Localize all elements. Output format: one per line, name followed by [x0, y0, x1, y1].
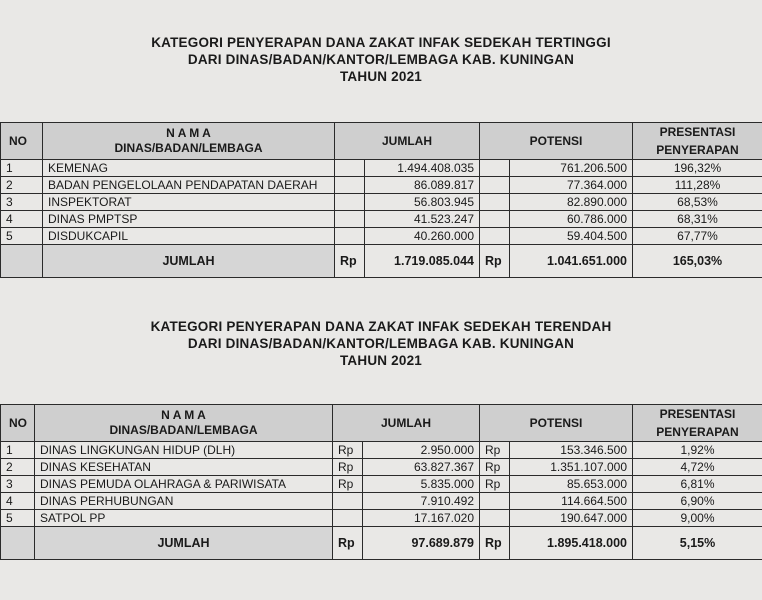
row-potensi-rp: Rp: [480, 476, 510, 493]
row-potensi: 85.653.000: [510, 476, 633, 493]
row-potensi: 153.346.500: [510, 442, 633, 459]
header-nama: [35, 405, 333, 442]
total-potensi: 1.895.418.000: [510, 527, 633, 560]
row-potensi-rp: Rp: [480, 459, 510, 476]
row-no: 4: [1, 211, 43, 228]
row-persen: 196,32%: [633, 160, 762, 177]
row-no: 5: [1, 228, 43, 245]
row-no: 1: [1, 442, 35, 459]
row-persen: 111,28%: [633, 177, 762, 194]
row-no: 2: [1, 459, 35, 476]
row-jumlah: 5.835.000: [363, 476, 480, 493]
row-jumlah-rp: [335, 194, 365, 211]
header-nama-line1: N A M A: [161, 408, 206, 422]
total-label: JUMLAH: [43, 245, 335, 278]
header-row: [1, 123, 762, 160]
row-persen: 67,77%: [633, 228, 762, 245]
row-potensi: 59.404.500: [510, 228, 633, 245]
header-nama-line2: DINAS/BADAN/LEMBAGA: [114, 141, 263, 155]
row-jumlah-rp: Rp: [333, 459, 363, 476]
row-nama: DISDUKCAPIL: [43, 228, 335, 245]
row-nama: BADAN PENGELOLAAN PENDAPATAN DAERAH: [43, 177, 335, 194]
total-row: [1, 245, 762, 278]
title-line: TAHUN 2021: [339, 69, 423, 84]
table-row: [1, 493, 762, 510]
title-line: KATEGORI PENYERAPAN DANA ZAKAT INFAK SEDEKAH TERTINGGI: [151, 35, 611, 50]
top-table-title: [0, 34, 762, 85]
row-nama: DINAS PEMUDA OLAHRAGA & PARIWISATA: [35, 476, 333, 493]
row-jumlah-rp: [333, 493, 363, 510]
header-nama: [43, 123, 335, 160]
row-jumlah-rp: [335, 160, 365, 177]
total-jumlah-rp: Rp: [335, 245, 365, 278]
header-presentasi-line2: PENYERAPAN: [656, 425, 739, 439]
total-no-cell: [1, 527, 35, 560]
row-jumlah: 17.167.020: [363, 510, 480, 527]
bottom-table-title: [0, 318, 762, 369]
total-potensi-rp: Rp: [480, 245, 510, 278]
header-presentasi-line1: PRESENTASI: [659, 407, 736, 421]
title-line: KATEGORI PENYERAPAN DANA ZAKAT INFAK SEDEKAH TERENDAH: [150, 319, 612, 334]
total-persen: 165,03%: [633, 245, 762, 278]
top-absorption-table: [0, 122, 762, 278]
total-persen: 5,15%: [633, 527, 762, 560]
row-persen: 9,00%: [633, 510, 762, 527]
total-potensi: 1.041.651.000: [510, 245, 633, 278]
header-nama-line2: DINAS/BADAN/LEMBAGA: [109, 423, 258, 437]
row-nama: SATPOL PP: [35, 510, 333, 527]
row-potensi-rp: [480, 211, 510, 228]
total-jumlah: 1.719.085.044: [365, 245, 480, 278]
row-persen: 4,72%: [633, 459, 762, 476]
row-jumlah: 63.827.367: [363, 459, 480, 476]
row-potensi: 77.364.000: [510, 177, 633, 194]
row-jumlah: 86.089.817: [365, 177, 480, 194]
table-row: [1, 442, 762, 459]
header-potensi: POTENSI: [480, 123, 633, 160]
table-row: [1, 211, 762, 228]
total-no-cell: [1, 245, 43, 278]
row-nama: INSPEKTORAT: [43, 194, 335, 211]
title-line: DARI DINAS/BADAN/KANTOR/LEMBAGA KAB. KUNINGAN: [187, 52, 575, 67]
title-line: DARI DINAS/BADAN/KANTOR/LEMBAGA KAB. KUNINGAN: [187, 336, 575, 351]
table-row: [1, 177, 762, 194]
row-nama: DINAS LINGKUNGAN HIDUP (DLH): [35, 442, 333, 459]
row-jumlah: 1.494.408.035: [365, 160, 480, 177]
row-jumlah: 56.803.945: [365, 194, 480, 211]
header-presentasi-line2: PENYERAPAN: [656, 143, 739, 157]
row-jumlah: 7.910.492: [363, 493, 480, 510]
row-jumlah-rp: Rp: [333, 442, 363, 459]
row-potensi-rp: [480, 194, 510, 211]
row-potensi-rp: [480, 177, 510, 194]
row-potensi: 82.890.000: [510, 194, 633, 211]
row-jumlah-rp: [335, 177, 365, 194]
row-jumlah-rp: [335, 211, 365, 228]
row-nama: DINAS PERHUBUNGAN: [35, 493, 333, 510]
row-potensi-rp: [480, 510, 510, 527]
row-nama: KEMENAG: [43, 160, 335, 177]
total-potensi-rp: Rp: [480, 527, 510, 560]
header-no: NO: [1, 123, 43, 160]
row-jumlah-rp: [335, 228, 365, 245]
row-persen: 68,31%: [633, 211, 762, 228]
table-row: [1, 160, 762, 177]
row-jumlah-rp: [333, 510, 363, 527]
row-persen: 68,53%: [633, 194, 762, 211]
table-row: [1, 194, 762, 211]
header-potensi: POTENSI: [480, 405, 633, 442]
row-no: 3: [1, 476, 35, 493]
row-jumlah: 40.260.000: [365, 228, 480, 245]
table-row: [1, 459, 762, 476]
total-jumlah: 97.689.879: [363, 527, 480, 560]
row-nama: DINAS PMPTSP: [43, 211, 335, 228]
row-potensi-rp: [480, 228, 510, 245]
row-potensi: 190.647.000: [510, 510, 633, 527]
row-potensi: 114.664.500: [510, 493, 633, 510]
row-no: 1: [1, 160, 43, 177]
row-potensi: 60.786.000: [510, 211, 633, 228]
header-jumlah: JUMLAH: [333, 405, 480, 442]
row-jumlah: 2.950.000: [363, 442, 480, 459]
header-jumlah: JUMLAH: [335, 123, 480, 160]
row-potensi-rp: Rp: [480, 442, 510, 459]
header-presentasi: [633, 123, 762, 160]
header-presentasi-line1: PRESENTASI: [659, 125, 736, 139]
header-row: [1, 405, 762, 442]
row-persen: 6,90%: [633, 493, 762, 510]
row-jumlah-rp: Rp: [333, 476, 363, 493]
row-no: 3: [1, 194, 43, 211]
header-nama-line1: N A M A: [166, 126, 211, 140]
row-potensi: 761.206.500: [510, 160, 633, 177]
table-row: [1, 510, 762, 527]
total-jumlah-rp: Rp: [333, 527, 363, 560]
row-no: 5: [1, 510, 35, 527]
table-row: [1, 476, 762, 493]
row-persen: 6,81%: [633, 476, 762, 493]
total-label: JUMLAH: [35, 527, 333, 560]
table-row: [1, 228, 762, 245]
row-jumlah: 41.523.247: [365, 211, 480, 228]
row-persen: 1,92%: [633, 442, 762, 459]
row-no: 2: [1, 177, 43, 194]
title-line: TAHUN 2021: [339, 353, 423, 368]
row-potensi: 1.351.107.000: [510, 459, 633, 476]
total-row: [1, 527, 762, 560]
row-potensi-rp: [480, 160, 510, 177]
bottom-absorption-table: [0, 404, 762, 560]
header-presentasi: [633, 405, 762, 442]
row-potensi-rp: [480, 493, 510, 510]
row-no: 4: [1, 493, 35, 510]
row-nama: DINAS KESEHATAN: [35, 459, 333, 476]
header-no: NO: [1, 405, 35, 442]
